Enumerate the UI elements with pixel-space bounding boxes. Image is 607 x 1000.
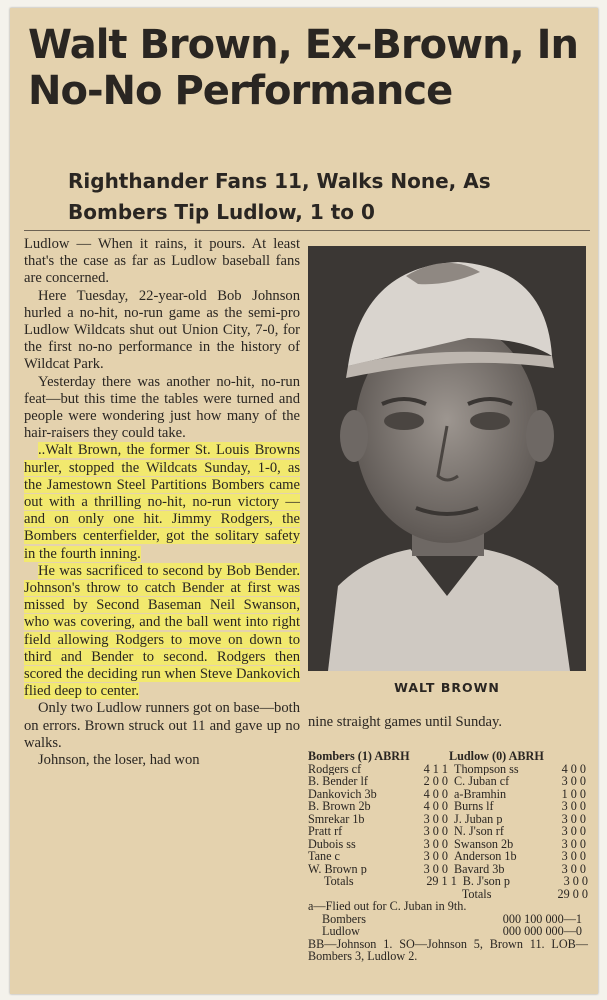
box-score-row xyxy=(308,825,588,838)
home-stats: 4 1 1 xyxy=(423,761,448,776)
box-score-row xyxy=(308,763,588,776)
box-score-row xyxy=(308,838,588,851)
home-stats: 3 0 0 xyxy=(423,811,448,826)
away-stats: 3 0 0 xyxy=(561,824,586,838)
box-score-row xyxy=(308,788,588,801)
away-player: Bavard 3b xyxy=(454,862,505,875)
article-paragraph xyxy=(24,752,300,769)
article-paragraph-text: Only two Ludlow runners got on base—both on errors. Brown struck out 11 and gave up no walks. xyxy=(24,700,300,751)
line-score-runs: 000 000 000—0 xyxy=(502,924,582,938)
box-score xyxy=(308,750,588,963)
line-score-team: Bombers xyxy=(322,911,367,926)
home-player: B. Brown 2b xyxy=(308,800,371,813)
article-paragraph-text: Ludlow — When it rains, it pours. At least that's the case as far as Ludlow baseball fans are concerned. xyxy=(24,236,300,287)
away-player: N. J'son rf xyxy=(454,825,504,838)
home-stats: 4 0 0 xyxy=(423,786,448,801)
away-stats: 3 0 0 xyxy=(561,799,586,813)
box-score-row xyxy=(308,800,588,813)
article-paragraph-text: Here Tuesday, 22-year-old Bob Johnson hurled a no-hit, no-run game as the semi-pro Ludlow Wildcats shut out Union City, 7-0, for the first no-no performance in the history of Wildcat Park. xyxy=(24,287,300,373)
box-score-note: a—Flied out for C. Juban in 9th. xyxy=(308,899,467,913)
away-player: Totals xyxy=(461,887,492,900)
box-score-row xyxy=(308,775,588,788)
away-player: C. Juban cf xyxy=(454,775,510,788)
home-team-header: Bombers (1) ABRH xyxy=(308,749,410,763)
away-player: Burns lf xyxy=(454,800,494,813)
subheadline: Righthander Fans 11, Walks None, As Bombers Tip Ludlow, 1 to 0 xyxy=(68,169,491,224)
home-player: W. Brown p xyxy=(308,862,367,875)
away-player: Swanson 2b xyxy=(454,837,514,850)
box-score-row xyxy=(308,850,588,863)
away-stats: 3 0 0 xyxy=(563,874,588,888)
box-score-summary: BB—Johnson 1. SO—Johnson 5, Brown 11. LOB—Bombers 3, Ludlow 2. xyxy=(308,936,588,963)
home-stats: 4 0 0 xyxy=(423,799,448,813)
article-paragraph-text: Yesterday there was another no-hit, no-run feat—but this time the tables were turned and people were wondering just how many of the hair-raisers they could take. xyxy=(24,373,300,442)
away-player: J. Juban p xyxy=(454,812,503,825)
away-stats: 3 0 0 xyxy=(561,811,586,826)
photo-walt-brown xyxy=(308,246,586,671)
article-paragraph xyxy=(24,563,300,701)
away-player: B. J'son p xyxy=(462,875,511,888)
article-paragraph xyxy=(24,236,300,288)
home-stats: 3 0 0 xyxy=(423,836,448,851)
article-paragraph xyxy=(24,288,300,374)
home-player: Dankovich 3b xyxy=(308,787,377,800)
article-paragraph xyxy=(24,374,300,443)
home-player: Smrekar 1b xyxy=(308,812,365,825)
away-stats: 3 0 0 xyxy=(561,849,586,863)
home-player: B. Bender lf xyxy=(308,775,368,788)
article-paragraph xyxy=(24,442,300,562)
article-paragraph-text: ..Walt Brown, the former St. Louis Browns hurler, stopped the Wildcats Sunday, 1-0, as the Jamestown Steel Partitions Bombers came out with a thrilling no-hit, no-run victory — and on only one hit. Jimmy Rodgers, the Bombers centerfielder, got the solitary safety in the fourth inning. xyxy=(24,442,300,562)
newspaper-clipping xyxy=(10,8,598,994)
home-player: Dubois ss xyxy=(308,837,356,850)
away-stats: 3 0 0 xyxy=(561,861,586,876)
home-player: Pratt rf xyxy=(308,825,343,838)
home-player: Rodgers cf xyxy=(308,762,362,775)
home-player: Totals xyxy=(324,875,354,888)
box-score-row xyxy=(308,875,588,888)
home-stats: 29 1 1 xyxy=(426,874,457,888)
home-stats: 3 0 0 xyxy=(423,861,448,876)
headline: Walt Brown, Ex-Brown, In No-No Performance xyxy=(28,22,579,114)
article-paragraph-text: He was sacrificed to second by Bob Bender. Johnson's throw to catch Bender at first was missed by Second Baseman Neil Swanson, who was covering, and the ball went into right field allowing Rodgers to move on down to third and Bender to second. Rodgers then scored the deciding run when Steve Dankovich flied deep to center. xyxy=(24,562,300,700)
line-score-team: Ludlow xyxy=(322,924,360,938)
away-player: Anderson 1b xyxy=(454,850,517,863)
away-team-header: Ludlow (0) ABRH xyxy=(449,749,544,763)
away-stats: 29 0 0 xyxy=(557,886,588,901)
article-right-column xyxy=(308,714,586,731)
away-stats: 4 0 0 xyxy=(561,761,586,776)
article-paragraph-text: Johnson, the loser, had won xyxy=(38,752,200,769)
headline-divider xyxy=(24,230,590,231)
away-stats: 3 0 0 xyxy=(561,836,586,851)
home-player: Tane c xyxy=(308,850,340,863)
photo-caption: WALT BROWN xyxy=(394,680,500,695)
home-stats: 3 0 0 xyxy=(423,849,448,863)
away-stats: 1 0 0 xyxy=(561,786,586,801)
home-stats: 2 0 0 xyxy=(423,774,448,788)
away-player: Thompson ss xyxy=(454,762,519,775)
box-score-row xyxy=(308,813,588,826)
away-stats: 3 0 0 xyxy=(561,774,586,788)
away-player: a-Bramhin xyxy=(454,787,507,800)
box-score-header xyxy=(308,750,588,763)
article-left-column xyxy=(24,236,300,769)
article-continuation: nine straight games until Sunday. xyxy=(308,714,503,730)
home-stats: 3 0 0 xyxy=(423,824,448,838)
line-score-runs: 000 100 000—1 xyxy=(502,911,582,926)
article-paragraph xyxy=(24,700,300,752)
line-score-row xyxy=(308,925,588,938)
